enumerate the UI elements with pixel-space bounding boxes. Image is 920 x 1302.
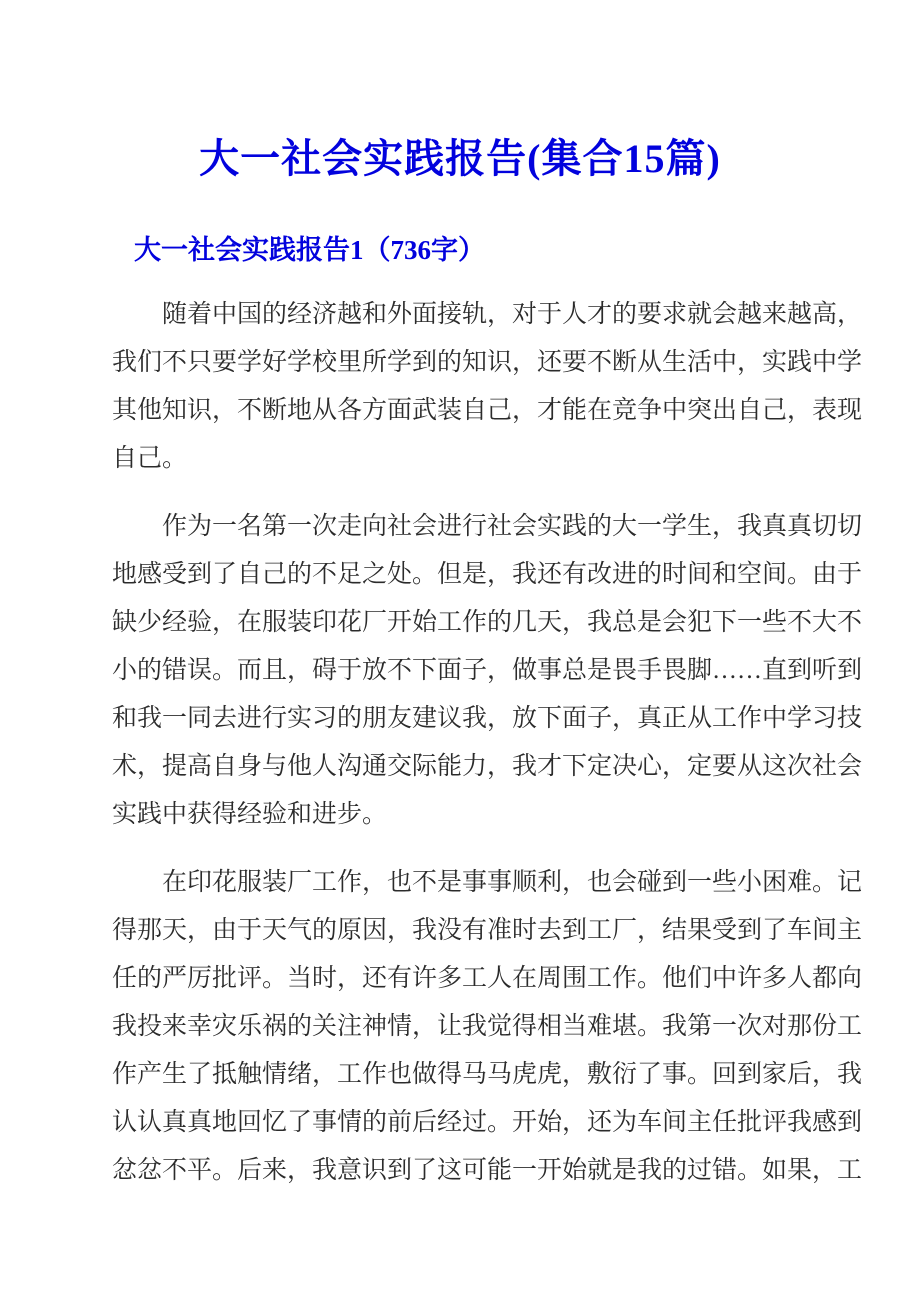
paragraph: 在印花服装厂工作，也不是事事顺利，也会碰到一些小困难。记得那天，由于天气的原因，我没有准时去到工厂，结果受到了车间主任的严厉批评。当时，还有许多工人在周围工作。他们中许多人都向我投来幸灾乐祸的关注神情，让我觉得相当难堪。我第一次对那份工作产生了抵触情绪，工作也做得马马虎虎，敷衍了事。回到家后，我认认真真地回忆了事情的前后经过。开始，还为车间主任批评我感到忿忿不平。后来，我意识到了这可能一开始就是我的过错。如果，工 xyxy=(112,869,863,1184)
paragraph: 随着中国的经济越和外面接轨，对于人才的要求就会越来越高，我们不只要学好学校里所学到的知识，还要不断从生活中，实践中学其他知识，不断地从各方面武装自己，才能在竞争中突出自己，表现自己。 xyxy=(112,301,863,472)
paragraph: 作为一名第一次走向社会进行社会实践的大一学生，我真真切切地感受到了自己的不足之处。但是，我还有改进的时间和空间。由于缺少经验，在服装印花厂开始工作的几天，我总是会犯下一些不大不小的错误。而且，碍于放不下面子，做事总是畏手畏脚……直到听到和我一同去进行实习的朋友建议我，放下面子，真正从工作中学习技术，提高自身与他人沟通交际能力，我才下定决心，定要从这次社会实践中获得经验和进步。 xyxy=(112,513,863,828)
document-title: 大一社会实践报告(集合15篇) xyxy=(199,136,721,181)
section-heading: 大一社会实践报告1（736字） xyxy=(134,235,485,265)
document-body xyxy=(112,291,862,1195)
